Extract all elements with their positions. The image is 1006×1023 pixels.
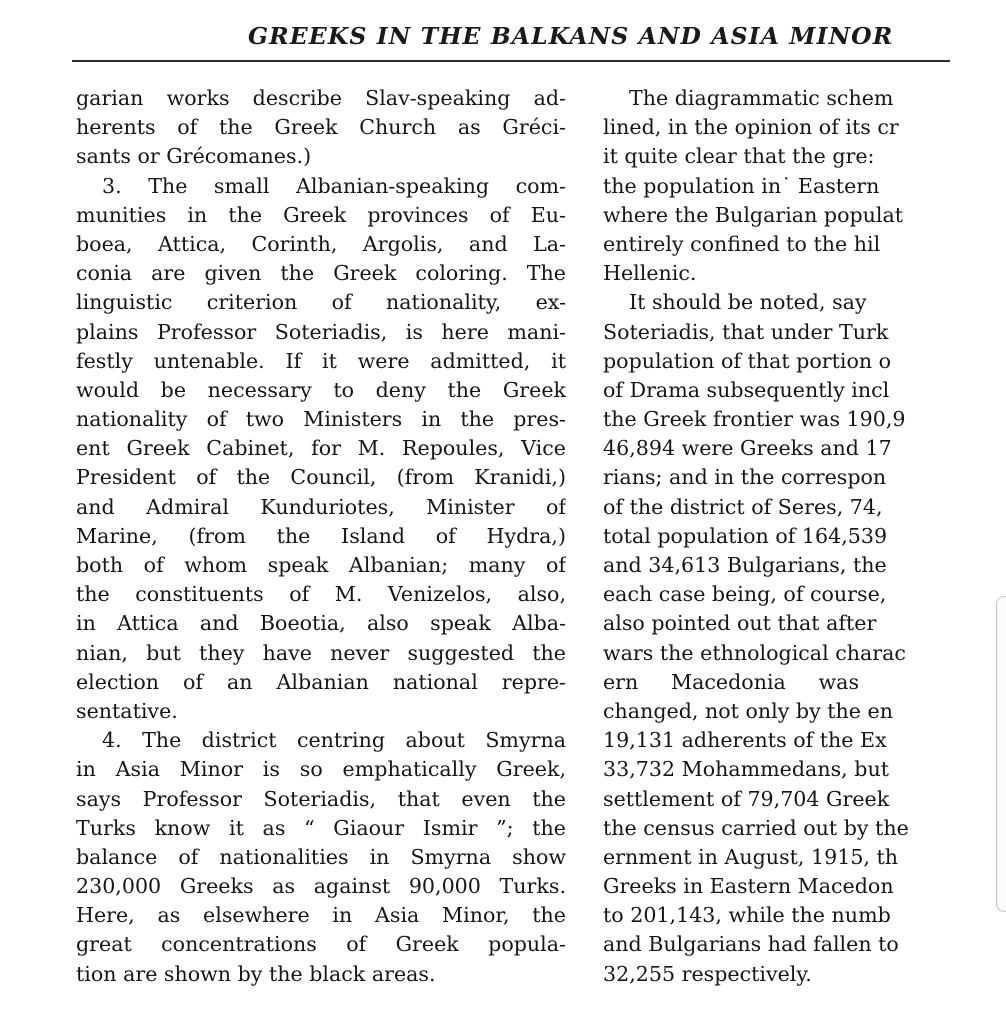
text-line: great concentrations of Greek popula- [76, 932, 566, 957]
text-line: Marine, (from the Island of Hydra,) [76, 523, 566, 548]
right-text-column [603, 84, 945, 989]
text-line: 32,255 respectively. [603, 961, 812, 986]
text-line: population of that portion o [603, 348, 892, 373]
text-line: settlement of 79,704 Greek [603, 786, 890, 811]
text-line: tion are shown by the black areas. [76, 961, 436, 986]
text-line: 33,732 Mohammedans, but [603, 757, 889, 782]
text-line: ern Macedonia was [603, 669, 860, 694]
text-line: balance of nationalities in Smyrna show [76, 844, 566, 869]
text-line: each case being, of course, [603, 582, 887, 607]
text-line: and 34,613 Bulgarians, the [603, 553, 887, 577]
scrollbar-handle[interactable] [996, 596, 1006, 912]
text-line: election of an Albanian national repre- [76, 669, 566, 694]
text-line: and Bulgarians had fallen to [603, 932, 899, 957]
left-text-column [76, 84, 566, 989]
text-line: 4. The district centring about Smyrna [102, 728, 566, 753]
text-line: sentative. [76, 698, 178, 723]
text-line: changed, not only by the en [603, 698, 893, 723]
text-line: 46,894 were Greeks and 17 [603, 436, 892, 461]
text-line: the Greek frontier was 190,9 [603, 407, 906, 432]
text-line: Greeks in Eastern Macedon [603, 874, 894, 899]
text-line: says Professor Soteriadis, that even the [76, 786, 566, 811]
text-line: the population in˙ Eastern [603, 173, 880, 198]
header-rule [72, 60, 950, 62]
text-line: ent Greek Cabinet, for M. Repoules, Vice [76, 436, 566, 461]
running-head-title: GREEKS IN THE BALKANS AND ASIA MINOR [248, 22, 894, 50]
text-line: it quite clear that the gre: [603, 144, 875, 169]
text-line: ernment in August, 1915, th [603, 844, 899, 869]
text-line: to 201,143, while the numb [603, 903, 891, 928]
text-line: plains Professor Soteriadis, is here mani- [76, 319, 566, 344]
text-line: nian, but they have never suggested the [76, 640, 566, 665]
text-line: nationality of two Ministers in the pres- [76, 407, 566, 432]
text-line: linguistic criterion of nationality, ex- [76, 290, 566, 315]
text-line: both of whom speak Albanian; many of [76, 553, 566, 577]
text-line: in Asia Minor is so emphatically Greek, [76, 757, 566, 782]
text-line: and Admiral Kunduriotes, Minister of [76, 494, 566, 519]
text-line: munities in the Greek provinces of Eu- [76, 202, 566, 227]
text-line: herents of the Greek Church as Gréci- [76, 115, 566, 140]
text-line: in Attica and Boeotia, also speak Alba- [76, 611, 566, 636]
text-line: rians; and in the correspon [603, 465, 887, 490]
text-line: 3. The small Albanian-speaking com- [102, 173, 566, 198]
text-line: of the district of Seres, 74, [603, 494, 883, 519]
text-line: where the Bulgarian populat [603, 202, 904, 227]
text-line: lined, in the opinion of its cr [603, 115, 899, 140]
text-line: of Drama subsequently incl [603, 377, 890, 402]
text-line: festly untenable. If it were admitted, it [76, 348, 566, 373]
text-line: wars the ethnological charac [603, 640, 906, 665]
text-line: also pointed out that after [603, 611, 877, 636]
text-line: conia are given the Greek coloring. The [76, 261, 566, 286]
text-line: boea, Attica, Corinth, Argolis, and La- [76, 231, 566, 256]
text-line: President of the Council, (from Kranidi,) [76, 465, 566, 490]
text-line: 19,131 adherents of the Ex [603, 728, 887, 753]
text-line: would be necessary to deny the Greek [76, 377, 566, 402]
text-line: Turks know it as “ Giaour Ismir ”; the [76, 815, 566, 840]
text-line: entirely confined to the hil [603, 231, 881, 256]
text-line: Here, as elsewhere in Asia Minor, the [76, 903, 566, 928]
text-line: garian works describe Slav-speaking ad- [76, 86, 566, 110]
text-line: the census carried out by the [603, 815, 909, 840]
text-line: 230,000 Greeks as against 90,000 Turks. [76, 874, 566, 899]
text-line: The diagrammatic schem [629, 86, 894, 110]
text-line: It should be noted, say [629, 290, 867, 315]
text-line: Hellenic. [603, 261, 697, 286]
text-line: sants or Grécomanes.) [76, 144, 312, 169]
text-line: Soteriadis, that under Turk [603, 319, 889, 344]
text-line: the constituents of M. Venizelos, also, [76, 582, 566, 607]
text-line: total population of 164,539 [603, 523, 888, 548]
